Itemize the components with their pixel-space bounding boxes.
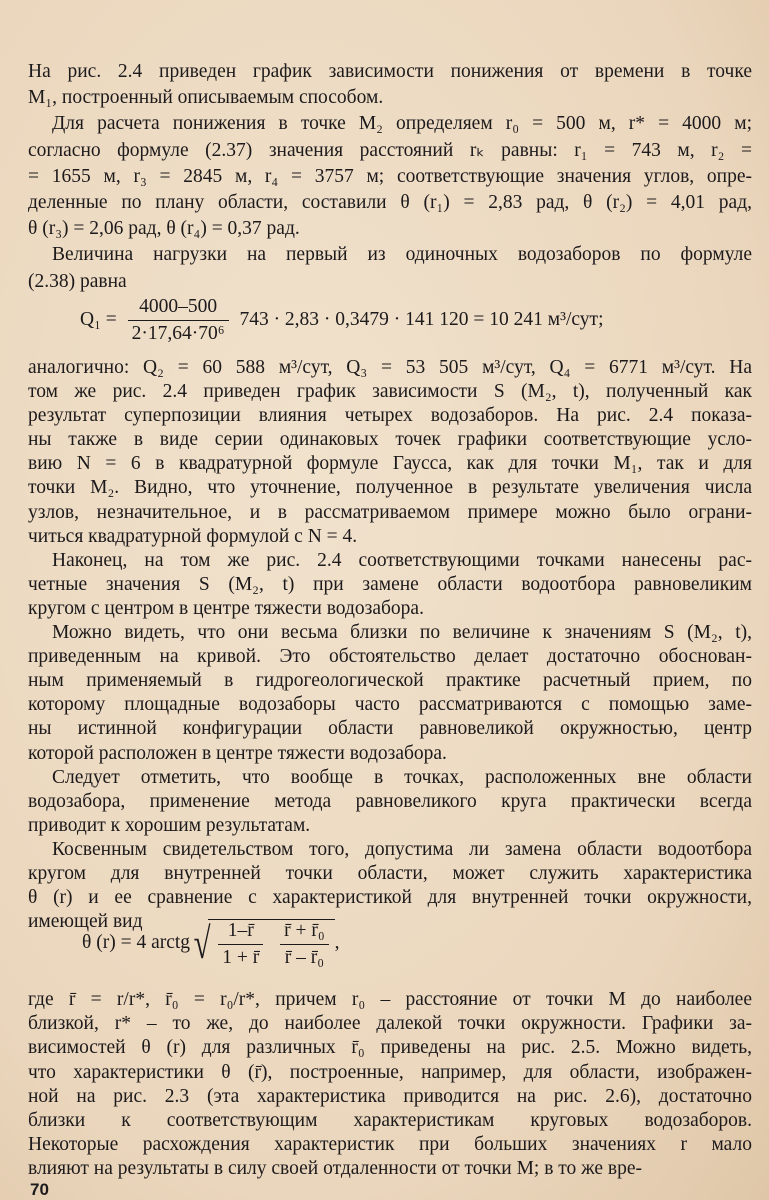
paragraph (28, 621, 752, 766)
text-line: Косвенным свидетельством того, допустима ли замена области водоотбора (52, 838, 752, 860)
text-line: Можно видеть, что они весьма близки по величине к значениям S (M₂, t), (52, 622, 752, 644)
formula-theta (82, 918, 340, 969)
formula-q1-denominator: 2·17,64·70⁶ (131, 323, 225, 344)
text-line: вию N = 6 в квадратурной формуле Гаусса, как для точки M₁, так и для (28, 453, 752, 475)
sqrt-icon: √ (193, 919, 211, 968)
text-line: водозабора, применение метода равновеликого круга практически всегда (28, 790, 752, 812)
paragraph (28, 988, 752, 1182)
text-line: ны истинной конфигурации области равновеликой окружностью, центр (28, 718, 752, 740)
text-line: висимостей θ (r) для различных r̄₀ приведены на рис. 2.5. Можно видеть, (28, 1037, 752, 1059)
text-line: близкой, r* – то же, до наиболее далекой точки окружности. Графики за- (28, 1013, 752, 1035)
paragraph (28, 242, 752, 294)
paragraph (28, 111, 752, 242)
text-line: читься квадратурной формулой с N = 4. (28, 525, 358, 547)
text-line: ны также в виде серии одинаковых точек графики соответствующие усло- (28, 429, 752, 451)
text-line: приводит к хорошим результатам. (28, 814, 311, 836)
formula-theta-comma: , (334, 931, 340, 953)
text-line: результат суперпозиции влияния четырех водозаборов. На рис. 2.4 показа- (28, 405, 752, 427)
formula-q1 (80, 296, 603, 345)
formula-theta-fraction-1 (218, 920, 263, 969)
text-line: (2.38) равна (28, 270, 127, 292)
formula-theta-fraction-2 (280, 920, 329, 969)
text-line: Величина нагрузки на первый из одиночных водозаборов по формуле (52, 244, 752, 266)
text-line: кругом для внутренней точки области, может служить характеристика (28, 862, 752, 884)
text-line: M₁, построенный описываемым способом. (28, 87, 384, 109)
formula-q1-numerator: 4000–500 (128, 296, 229, 321)
paragraph (28, 549, 752, 621)
text-line: = 1655 м, r₃ = 2845 м, r₄ = 3757 м; соответствующие значения углов, опре- (28, 165, 752, 187)
text-line: влияют на результаты в силу своей отдаленности от точки M; в то же вре- (28, 1158, 643, 1180)
formula-q1-lhs: Q₁ = (80, 308, 117, 330)
text-line: θ (r₃) = 2,06 рад, θ (r₄) = 0,37 рад. (28, 218, 300, 240)
text-line: узлов, незначительное, и в рассматриваемом примере можно было ограни- (28, 501, 752, 523)
text-line: близки к соответствующим характеристикам круговых водозаборов. (28, 1109, 752, 1131)
text-line: четные значения S (M₂, t) при замене области водоотбора равновеликим (28, 573, 752, 595)
fraction-2-numerator: r̄ + r̄₀ (280, 920, 329, 945)
text-line: кругом с центром в центре тяжести водозабора. (28, 597, 424, 619)
text-line: Для расчета понижения в точке M₂ определяем r₀ = 500 м, r* = 4000 м; (52, 113, 752, 135)
fraction-2-denominator: r̄ – r̄₀ (284, 946, 324, 968)
text-line: аналогично: Q₂ = 60 588 м³/сут, Q₃ = 53 505 м³/сут, Q₄ = 6771 м³/сут. На (28, 357, 752, 378)
formula-theta-lhs: θ (r) = 4 arctg (82, 931, 191, 953)
text-line: что характеристики θ (r̄), построенные, например, для области, изображен- (28, 1061, 752, 1083)
text-block (28, 356, 752, 934)
text-line: Следует отметить, что вообще в точках, расположенных вне области (52, 766, 752, 788)
page-number: 70 (30, 1180, 49, 1199)
text-line: деленные по плану области, составили θ (r₁) = 2,83 рад, θ (r₂) = 4,01 рад, (28, 191, 752, 213)
text-line: согласно формуле (2.37) значения расстояний rₖ равны: r₁ = 743 м, r₂ = (28, 139, 752, 161)
fraction-1-denominator: 1 + r̄ (222, 946, 260, 968)
text-block (28, 988, 752, 1182)
fraction-1-numerator: 1–r̄ (218, 920, 263, 945)
text-line: точки M₂. Видно, что уточнение, полученное в результате увеличения числа (28, 477, 752, 499)
text-line: θ (r) и ее сравнение с характеристикой для внутренней точки окружности, (28, 887, 752, 909)
text-line: приведенным на кривой. Это обстоятельство делает достаточно обоснован- (28, 646, 752, 668)
paragraph (28, 59, 752, 111)
text-line: Некоторые расхождения характеристик при больших значениях r мало (28, 1134, 752, 1156)
formula-q1-fraction (128, 296, 229, 345)
text-line: которому площадные водозаборы часто рассматриваются с помощью заме- (28, 694, 752, 716)
text-block (28, 59, 752, 295)
paragraph (28, 356, 752, 549)
text-line: ным применяемый в гидрогеологической практике расчетный прием, по (28, 670, 752, 692)
text-line: которой расположен в центре тяжести водозабора. (28, 742, 447, 764)
paragraph (28, 766, 752, 838)
text-line: ной на рис. 2.3 (эта характеристика приводится на рис. 2.6), достаточно (28, 1085, 752, 1107)
text-line: Наконец, на том же рис. 2.4 соответствующими точками нанесены рас- (52, 549, 752, 571)
text-line: том же рис. 2.4 приведен график зависимости S (M₂, t), полученный как (28, 381, 752, 403)
text-line: где r̄ = r/r*, r̄₀ = r₀/r*, причем r₀ – расстояние от точки M до наиболее (28, 989, 752, 1010)
formula-theta-radicand (208, 919, 334, 969)
formula-q1-rhs: 743 · 2,83 · 0,3479 · 141 120 = 10 241 м³/сут; (239, 308, 604, 330)
text-line: имеющей вид (28, 911, 143, 933)
text-line: На рис. 2.4 приведен график зависимости понижения от времени в точке (28, 61, 752, 82)
